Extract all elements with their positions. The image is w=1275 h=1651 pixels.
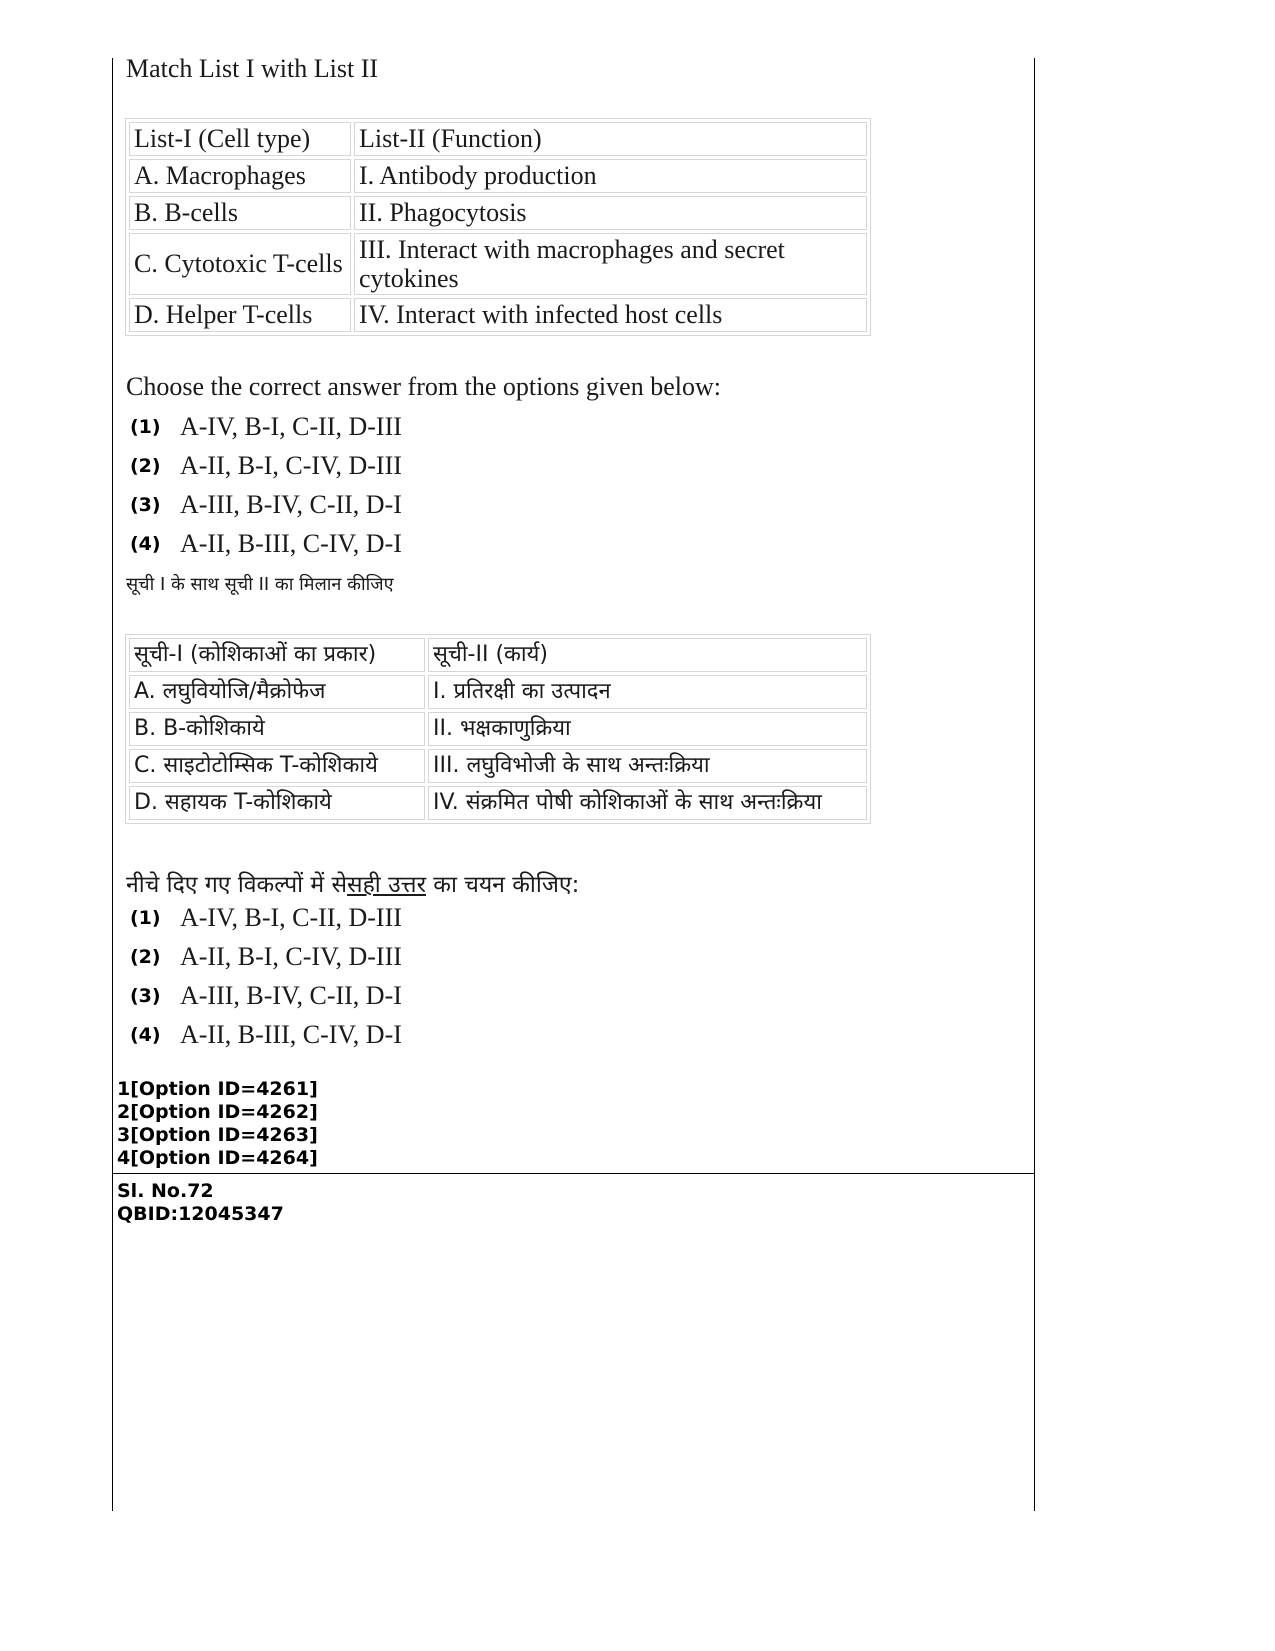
table-cell: III. Interact with macrophages and secret cytokines xyxy=(354,233,867,295)
option-text: A-II, B-III, C-IV, D-I xyxy=(180,1020,402,1049)
option-number: (2) xyxy=(130,455,161,477)
choose-instruction-hi xyxy=(126,867,579,899)
table-header-row xyxy=(129,122,867,156)
option-text: A-IV, B-I, C-II, D-III xyxy=(180,412,402,441)
option-item-en[interactable] xyxy=(130,487,402,523)
table-row xyxy=(129,298,867,332)
option-id: 2[Option ID=4262] xyxy=(117,1101,318,1123)
table-row xyxy=(129,196,867,230)
option-text: A-II, B-I, C-IV, D-III xyxy=(180,451,402,480)
option-text: A-III, B-IV, C-II, D-I xyxy=(180,981,402,1010)
table-cell: II. Phagocytosis xyxy=(354,196,867,230)
table-cell: I. प्रतिरक्षी का उत्पादन xyxy=(428,675,867,709)
choose-instruction-en: Choose the correct answer from the options given below: xyxy=(126,372,721,401)
left-border xyxy=(112,58,113,1511)
table-cell: C. Cytotoxic T-cells xyxy=(129,233,351,295)
option-id: 3[Option ID=4263] xyxy=(117,1124,318,1146)
table-row xyxy=(129,233,867,295)
table-header-cell: सूची-II (कार्य) xyxy=(428,638,867,672)
option-number: (1) xyxy=(130,416,161,438)
table-row xyxy=(129,712,867,746)
right-border xyxy=(1034,58,1035,1511)
qbid: QBID:12045347 xyxy=(117,1203,284,1225)
next-question-header xyxy=(117,1180,284,1226)
table-header-cell: सूची-I (कोशिकाओं का प्रकार) xyxy=(129,638,425,672)
table-cell: C. साइटोटोम्सिक T-कोशिकाये xyxy=(129,749,425,783)
table-cell: D. Helper T-cells xyxy=(129,298,351,332)
option-number: (4) xyxy=(130,533,161,555)
table-row xyxy=(129,675,867,709)
choose-hi-post: का चयन कीजिए: xyxy=(433,872,580,898)
choose-hi-pre: नीचे दिए गए विकल्पों में से xyxy=(126,872,348,898)
table-header-cell: List-II (Function) xyxy=(354,122,867,156)
table-cell: D. सहायक T-कोशिकाये xyxy=(129,786,425,820)
option-text: A-IV, B-I, C-II, D-III xyxy=(180,903,402,932)
table-row xyxy=(129,786,867,820)
table-cell: IV. संक्रमित पोषी कोशिकाओं के साथ अन्तःक्रिया xyxy=(428,786,867,820)
table-cell: A. Macrophages xyxy=(129,159,351,193)
table-cell: IV. Interact with infected host cells xyxy=(354,298,867,332)
option-id: 1[Option ID=4261] xyxy=(117,1078,318,1100)
table-cell: A. लघुवियोजि/मैक्रोफेज xyxy=(129,675,425,709)
table-cell: B. B-कोशिकाये xyxy=(129,712,425,746)
table-row xyxy=(129,749,867,783)
table-row xyxy=(129,159,867,193)
option-number: (1) xyxy=(130,907,161,929)
option-id-list xyxy=(117,1078,318,1170)
option-item-en[interactable] xyxy=(130,409,402,445)
option-number: (4) xyxy=(130,1024,161,1046)
option-item-en[interactable] xyxy=(130,526,402,562)
table-header-cell: List-I (Cell type) xyxy=(129,122,351,156)
table-header-row xyxy=(129,638,867,672)
option-item-hi[interactable] xyxy=(130,939,402,975)
table-cell: I. Antibody production xyxy=(354,159,867,193)
option-item-hi[interactable] xyxy=(130,900,402,936)
option-item-hi[interactable] xyxy=(130,1017,402,1053)
serial-number: Sl. No.72 xyxy=(117,1180,214,1202)
option-number: (3) xyxy=(130,494,161,516)
option-number: (2) xyxy=(130,946,161,968)
instruction-hi: सूची I के साथ सूची II का मिलान कीजिए xyxy=(126,574,394,595)
table-cell: II. भक्षकाणुक्रिया xyxy=(428,712,867,746)
option-text: A-III, B-IV, C-II, D-I xyxy=(180,490,402,519)
table-cell: III. लघुविभोजी के साथ अन्तःक्रिया xyxy=(428,749,867,783)
match-table-en xyxy=(125,118,871,336)
option-item-en[interactable] xyxy=(130,448,402,484)
option-number: (3) xyxy=(130,985,161,1007)
instruction-en: Match List I with List II xyxy=(126,54,379,83)
choose-hi-underlined: सही उत्तर xyxy=(347,872,426,898)
option-text: A-II, B-III, C-IV, D-I xyxy=(180,529,402,558)
match-table-hi xyxy=(125,634,871,824)
option-item-hi[interactable] xyxy=(130,978,402,1014)
option-id: 4[Option ID=4264] xyxy=(117,1147,318,1169)
option-text: A-II, B-I, C-IV, D-III xyxy=(180,942,402,971)
table-cell: B. B-cells xyxy=(129,196,351,230)
question-divider xyxy=(112,1173,1035,1174)
